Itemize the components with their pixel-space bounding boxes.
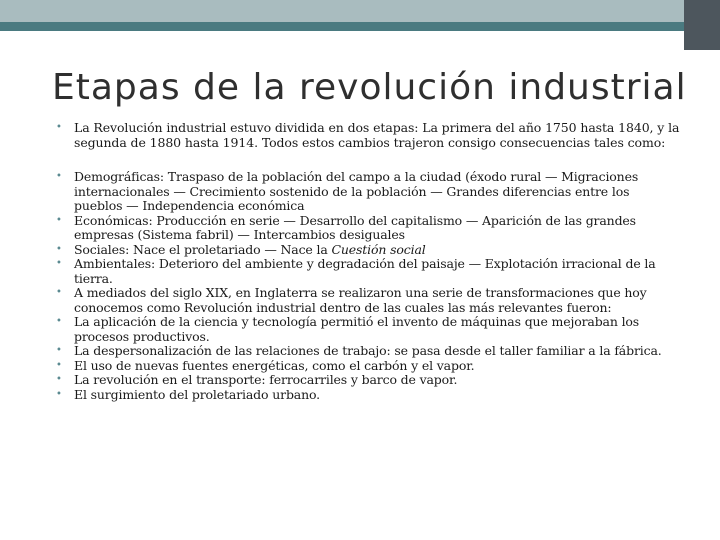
slide-body <box>56 121 681 402</box>
bullet-list <box>56 170 681 402</box>
list-item-emphasis: Cuestión social <box>331 241 426 257</box>
list-item: • A mediados del siglo XIX, en Inglaterra se realizaron una serie de transformaciones que hoy conocemos como Revolución industrial dentro de las cuales las más relevantes fueron: <box>56 286 681 315</box>
corner-decor-block <box>684 0 720 50</box>
list-item <box>56 243 681 258</box>
list-item-text: Sociales: Nace el proletariado — Nace la <box>74 241 332 257</box>
slide-title: Etapas de la revolución industrial <box>52 67 687 108</box>
list-item: • El uso de nuevas fuentes energéticas, como el carbón y el vapor. <box>56 359 681 374</box>
list-item: • La aplicación de la ciencia y tecnología permitió el invento de máquinas que mejoraban los procesos productivos. <box>56 315 681 344</box>
list-item: • Económicas: Producción en serie — Desarrollo del capitalismo — Aparición de las grandes empresas (Sistema fabril) — Intercambios desiguales <box>56 214 681 243</box>
list-item: • El surgimiento del proletariado urbano. <box>56 388 681 403</box>
top-accent-bar <box>0 22 690 31</box>
list-item: • La revolución en el transporte: ferrocarriles y barco de vapor. <box>56 373 681 388</box>
list-item: • Demográficas: Traspaso de la población del campo a la ciudad (éxodo rural — Migraciones internacionales — Crecimiento sostenido de la población — Grandes diferencias entre los pueblos — Independencia económica <box>56 170 681 214</box>
intro-paragraph: • La Revolución industrial estuvo dividida en dos etapas: La primera del año 1750 hasta 1840, y la segunda de 1880 hasta 1914. Todos estos cambios trajeron consigo consecuencias tales como: <box>56 121 681 150</box>
list-item: • Ambientales: Deterioro del ambiente y degradación del paisaje — Explotación irracional de la tierra. <box>56 257 681 286</box>
list-item: • La despersonalización de las relaciones de trabajo: se pasa desde el taller familiar a la fábrica. <box>56 344 681 359</box>
